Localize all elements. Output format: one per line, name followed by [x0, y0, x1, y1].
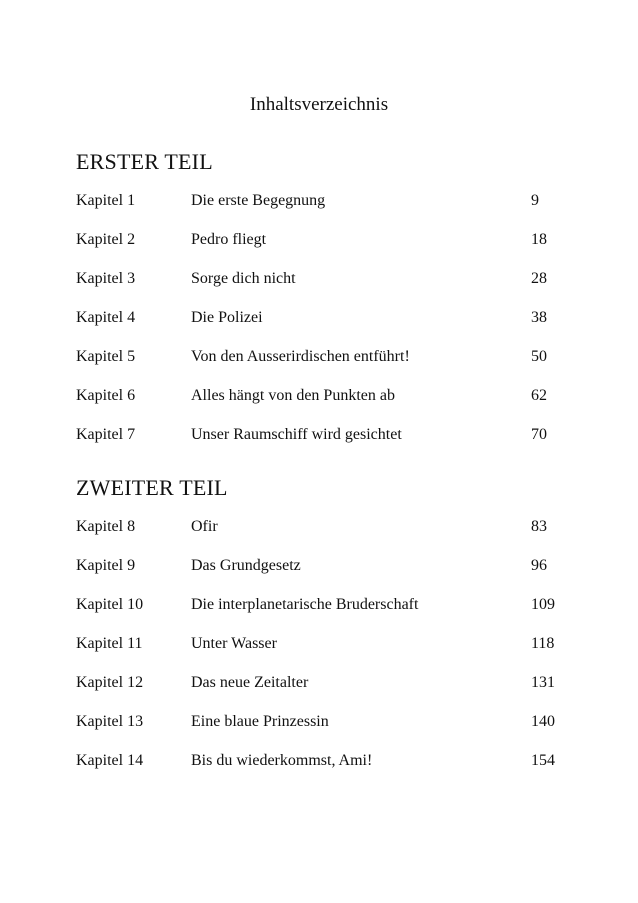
chapter-page-number: 154	[531, 752, 555, 769]
part-erster-teil	[76, 148, 576, 458]
chapter-number: Kapitel 11	[76, 635, 143, 652]
chapter-page-number: 140	[531, 713, 555, 730]
chapter-list	[76, 511, 576, 784]
chapter-title: Bis du wiederkommst, Ami!	[191, 752, 373, 769]
part-zweiter-teil	[76, 474, 576, 784]
chapter-row	[76, 224, 576, 263]
chapter-page-number: 96	[531, 557, 547, 574]
chapter-row	[76, 341, 576, 380]
chapter-title: Unser Raumschiff wird gesichtet	[191, 426, 402, 443]
chapter-title: Alles hängt von den Punkten ab	[191, 387, 395, 404]
chapter-title: Die interplanetarische Bruderschaft	[191, 596, 419, 613]
chapter-row	[76, 706, 576, 745]
chapter-title: Sorge dich nicht	[191, 270, 296, 287]
chapter-row	[76, 550, 576, 589]
part-heading: ERSTER TEIL	[76, 149, 213, 174]
chapter-page-number: 28	[531, 270, 547, 287]
chapter-list	[76, 185, 576, 458]
chapter-title: Das Grundgesetz	[191, 557, 301, 574]
chapter-page-number: 50	[531, 348, 547, 365]
chapter-row	[76, 628, 576, 667]
chapter-number: Kapitel 1	[76, 192, 136, 209]
chapter-row	[76, 511, 576, 550]
chapter-title: Ofir	[191, 518, 218, 535]
chapter-number: Kapitel 12	[76, 674, 144, 691]
chapter-number: Kapitel 10	[76, 596, 144, 613]
chapter-number: Kapitel 13	[76, 713, 144, 730]
chapter-page-number: 109	[531, 596, 555, 613]
chapter-page-number: 38	[531, 309, 547, 326]
chapter-number: Kapitel 3	[76, 270, 136, 287]
chapter-number: Kapitel 9	[76, 557, 136, 574]
chapter-title: Das neue Zeitalter	[191, 674, 309, 691]
toc-title: Inhaltsverzeichnis	[249, 94, 389, 115]
chapter-page-number: 18	[531, 231, 547, 248]
chapter-row	[76, 380, 576, 419]
chapter-page-number: 83	[531, 518, 547, 535]
chapter-number: Kapitel 5	[76, 348, 136, 365]
chapter-number: Kapitel 7	[76, 426, 136, 443]
chapter-title: Pedro fliegt	[191, 231, 267, 248]
chapter-row	[76, 302, 576, 341]
chapter-title: Die erste Begegnung	[191, 192, 326, 209]
chapter-number: Kapitel 8	[76, 518, 136, 535]
chapter-title: Von den Ausserirdischen entführt!	[191, 348, 410, 365]
chapter-row	[76, 667, 576, 706]
chapter-number: Kapitel 14	[76, 752, 144, 769]
chapter-page-number: 70	[531, 426, 547, 443]
chapter-number: Kapitel 6	[76, 387, 136, 404]
chapter-page-number: 131	[531, 674, 555, 691]
part-heading: ZWEITER TEIL	[76, 475, 228, 500]
chapter-row	[76, 745, 576, 784]
chapter-title: Eine blaue Prinzessin	[191, 713, 329, 730]
chapter-row	[76, 589, 576, 628]
chapter-row	[76, 185, 576, 224]
chapter-page-number: 62	[531, 387, 547, 404]
chapter-number: Kapitel 2	[76, 231, 136, 248]
chapter-page-number: 9	[531, 192, 539, 209]
chapter-page-number: 118	[531, 635, 555, 652]
chapter-row	[76, 419, 576, 458]
chapter-title: Die Polizei	[191, 309, 263, 326]
chapter-title: Unter Wasser	[191, 635, 277, 652]
chapter-row	[76, 263, 576, 302]
chapter-number: Kapitel 4	[76, 309, 136, 326]
